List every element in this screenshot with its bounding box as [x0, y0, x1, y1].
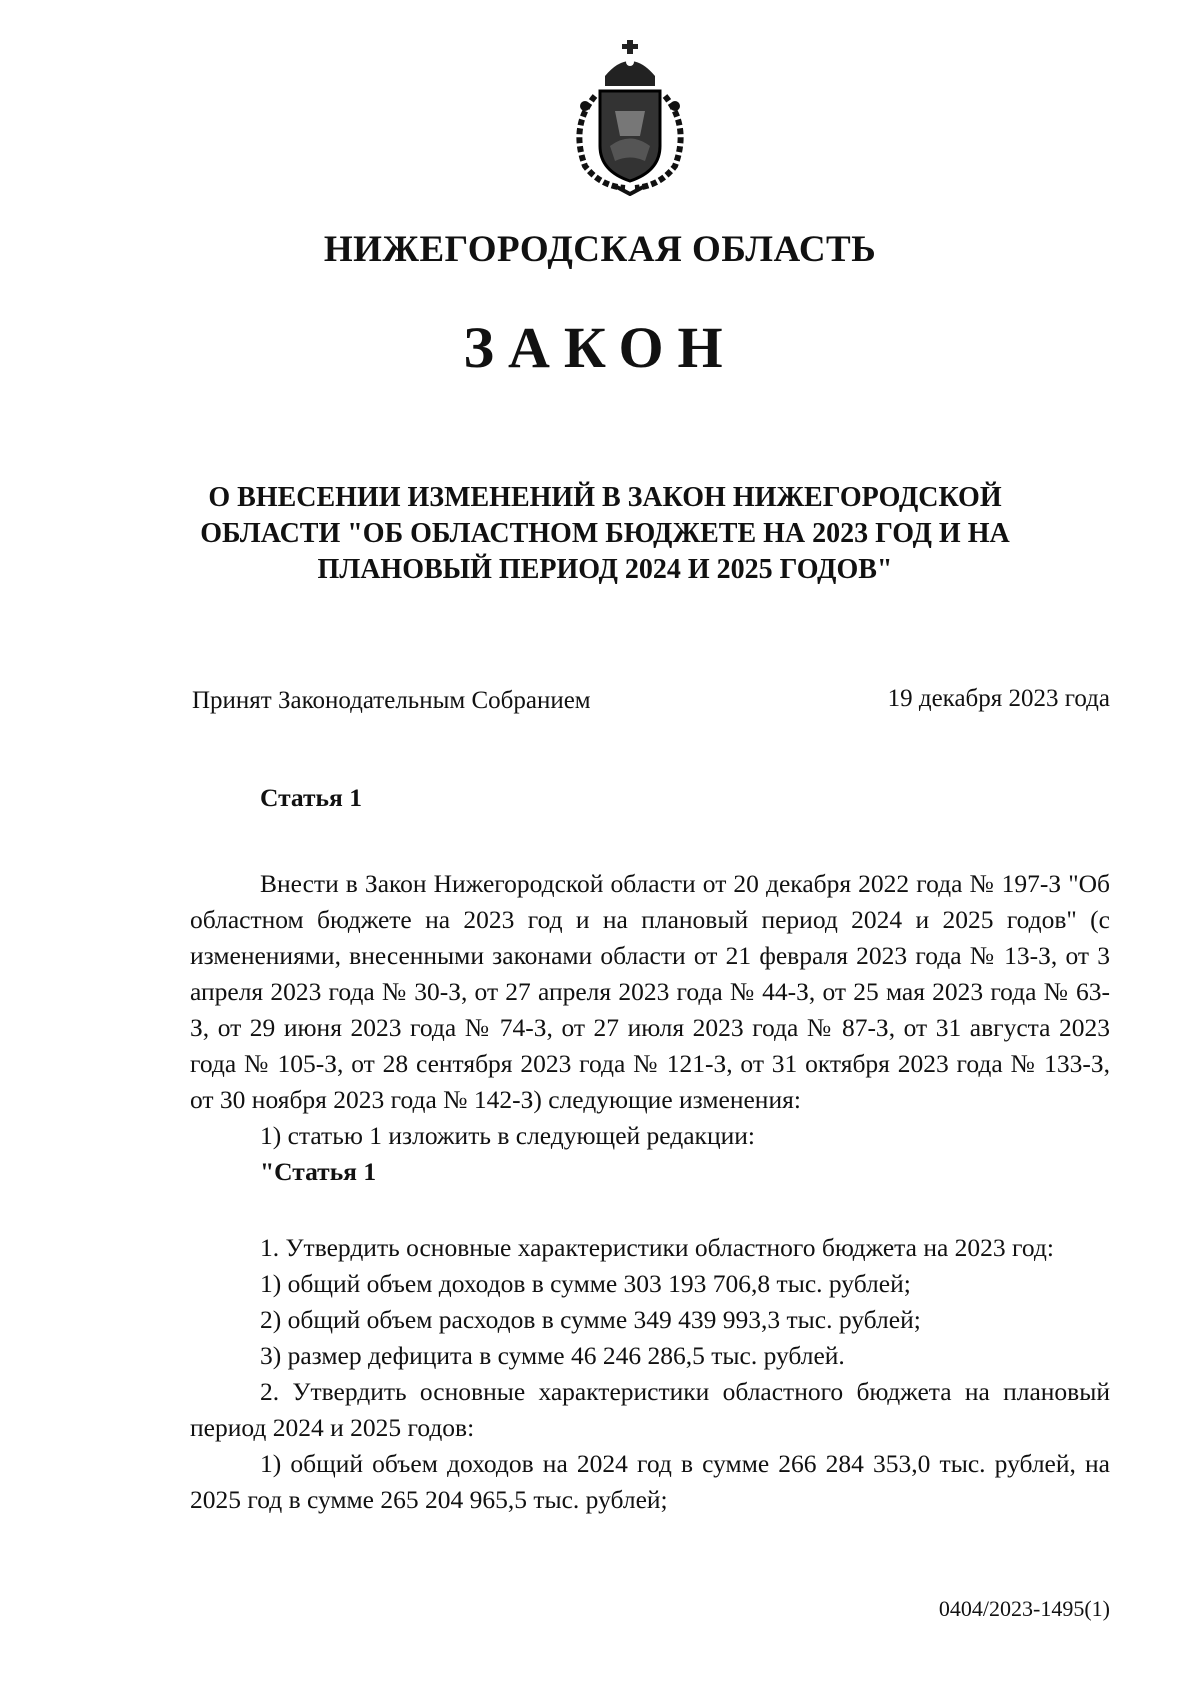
law-title-line: ПЛАНОВЫЙ ПЕРИОД 2024 И 2025 ГОДОВ": [317, 554, 893, 585]
intro-paragraph: Внести в Закон Нижегородской области от 20 декабря 2022 года № 197-З "Об областном бюджете на 2023 год и на плановый период 2024 и 2025 годов" (с изменениями, внесенными законами области от 21 февраля 2023 года № 13-З, от 3 апреля 2023 года № 30-З, от 27 апреля 2023 года № 44-З, от 25 мая 2023 года № 63-З, от 29 июня 2023 года № 74-З, от 27 июля 2023 года № 87-З, от 31 августа 2023 года № 105-З, от 28 сентября 2023 года № 121-З, от 31 октября 2023 года № 133-З, от 30 ноября 2023 года № 142-З) следующие изменения:: [190, 869, 1110, 1114]
adoption-label: Принят Законодательным Собранием: [192, 687, 591, 714]
article-heading: Статья 1: [260, 783, 362, 812]
amendment-item: 1) статью 1 изложить в следующей редакции:: [260, 1121, 755, 1150]
law-title: [160, 480, 1050, 588]
coat-of-arms-icon: [555, 36, 705, 196]
document-number: 0404/2023-1495(1): [938, 1596, 1110, 1621]
paragraph-1-item: 2) общий объем расходов в сумме 349 439 993,3 тыс. рублей;: [260, 1305, 921, 1334]
paragraph-1-item: 1) общий объем доходов в сумме 303 193 706,8 тыс. рублей;: [260, 1269, 911, 1298]
law-title-line: ОБЛАСТИ "ОБ ОБЛАСТНОМ БЮДЖЕТЕ НА 2023 ГОД И НА: [200, 518, 1010, 549]
law-body: [190, 780, 1110, 1518]
paragraph-2-item: 1) общий объем доходов на 2024 год в сумме 266 284 353,0 тыс. рублей, на 2025 год в сумме 265 204 965,5 тыс. рублей;: [190, 1449, 1110, 1514]
region-name: НИЖЕГОРОДСКАЯ ОБЛАСТЬ: [323, 229, 877, 270]
paragraph-2: 2. Утвердить основные характеристики областного бюджета на плановый период 2024 и 2025 годов:: [190, 1377, 1110, 1442]
law-title-line: О ВНЕСЕНИИ ИЗМЕНЕНИЙ В ЗАКОН НИЖЕГОРОДСКОЙ: [208, 482, 1002, 513]
paragraph-1: 1. Утвердить основные характеристики областного бюджета на 2023 год:: [260, 1233, 1054, 1262]
paragraph-1-item: 3) размер дефицита в сумме 46 246 286,5 тыс. рублей.: [260, 1341, 845, 1370]
quoted-article-heading: "Статья 1: [260, 1157, 377, 1186]
document-kind: ЗАКОН: [463, 315, 737, 380]
adoption-date: 19 декабря 2023 года: [887, 685, 1110, 712]
